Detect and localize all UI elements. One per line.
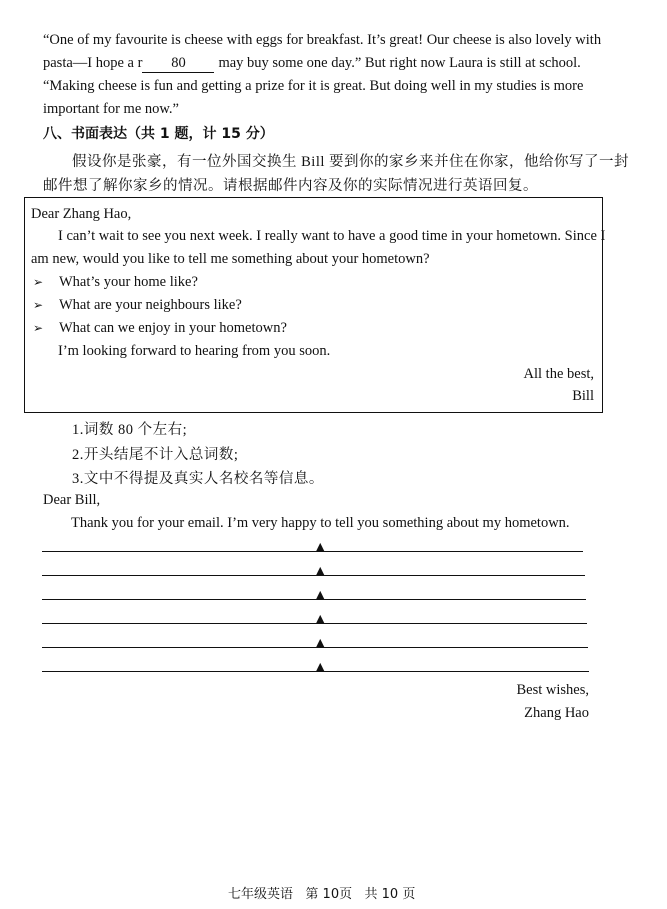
email-question-3: What can we enjoy in your hometown? [59, 320, 287, 336]
email-body-line-2: am new, would you like to tell me something about your hometown? [31, 251, 430, 267]
section-8-instruction-2: 邮件想了解你家乡的情况。请根据邮件内容及你的实际情况进行英语回复。 [43, 178, 538, 194]
answer-greeting: Dear Bill, [43, 492, 101, 508]
reading-line-2-start: pasta—I hope a r [43, 55, 143, 71]
reading-line-3: “Making cheese is fun and getting a prize for it is great. But doing well in my studies is more [43, 78, 584, 94]
bullet-icon: ➢ [33, 298, 44, 312]
reading-line-4: important for me now.” [43, 101, 179, 117]
triangle-marker-icon: ▲ [316, 588, 325, 601]
triangle-marker-icon: ▲ [316, 540, 325, 553]
writing-line[interactable] [42, 599, 586, 600]
requirement-2: 2.开头结尾不计入总词数; [72, 447, 239, 463]
email-greeting: Dear Zhang Hao, [31, 206, 132, 222]
writing-line[interactable] [42, 551, 583, 552]
reading-line-2-end: may buy some one day.” But right now Laura is still at school. [218, 55, 581, 71]
requirement-1: 1.词数 80 个左右; [72, 422, 188, 438]
answer-opening: Thank you for your email. I’m very happy to tell you something about my hometown. [71, 515, 570, 531]
email-signoff: All the best, [523, 366, 594, 382]
email-closing-line: I’m looking forward to hearing from you soon. [58, 343, 331, 359]
answer-signature: Zhang Hao [524, 705, 589, 721]
section-8-instruction-1: 假设你是张豪，有一位外国交换生 Bill 要到你的家乡来并住在你家，他给你写了一封 [72, 154, 630, 170]
writing-line[interactable] [42, 575, 585, 576]
answer-blank: 80 [142, 55, 214, 73]
triangle-marker-icon: ▲ [316, 636, 325, 649]
reading-line-1: “One of my favourite is cheese with eggs for breakfast. It’s great! Our cheese is also lovely with [43, 32, 602, 48]
section-8-heading: 八、书面表达（共 1 题，计 15 分） [43, 126, 274, 142]
email-signature: Bill [572, 388, 594, 404]
reading-line-2 [43, 55, 581, 73]
email-question-2: What are your neighbours like? [59, 297, 242, 313]
requirement-3: 3.文中不得提及真实人名校名等信息。 [72, 471, 324, 487]
email-question-1: What’s your home like? [59, 274, 198, 290]
bullet-icon: ➢ [33, 275, 44, 289]
bullet-icon: ➢ [33, 321, 44, 335]
triangle-marker-icon: ▲ [316, 612, 325, 625]
email-body-line-1: I can’t wait to see you next week. I really want to have a good time in your hometown. Since I [58, 228, 606, 244]
writing-line[interactable] [42, 623, 587, 624]
footer-subject: 七年级英语 [228, 887, 294, 902]
answer-signoff: Best wishes, [516, 682, 589, 698]
writing-line[interactable] [42, 647, 588, 648]
email-box [24, 197, 606, 413]
footer-total: 共 10 页 [364, 887, 416, 902]
page-footer [228, 883, 415, 902]
triangle-marker-icon: ▲ [316, 564, 325, 577]
footer-page: 第 10页 [305, 887, 353, 902]
triangle-marker-icon: ▲ [316, 660, 325, 673]
